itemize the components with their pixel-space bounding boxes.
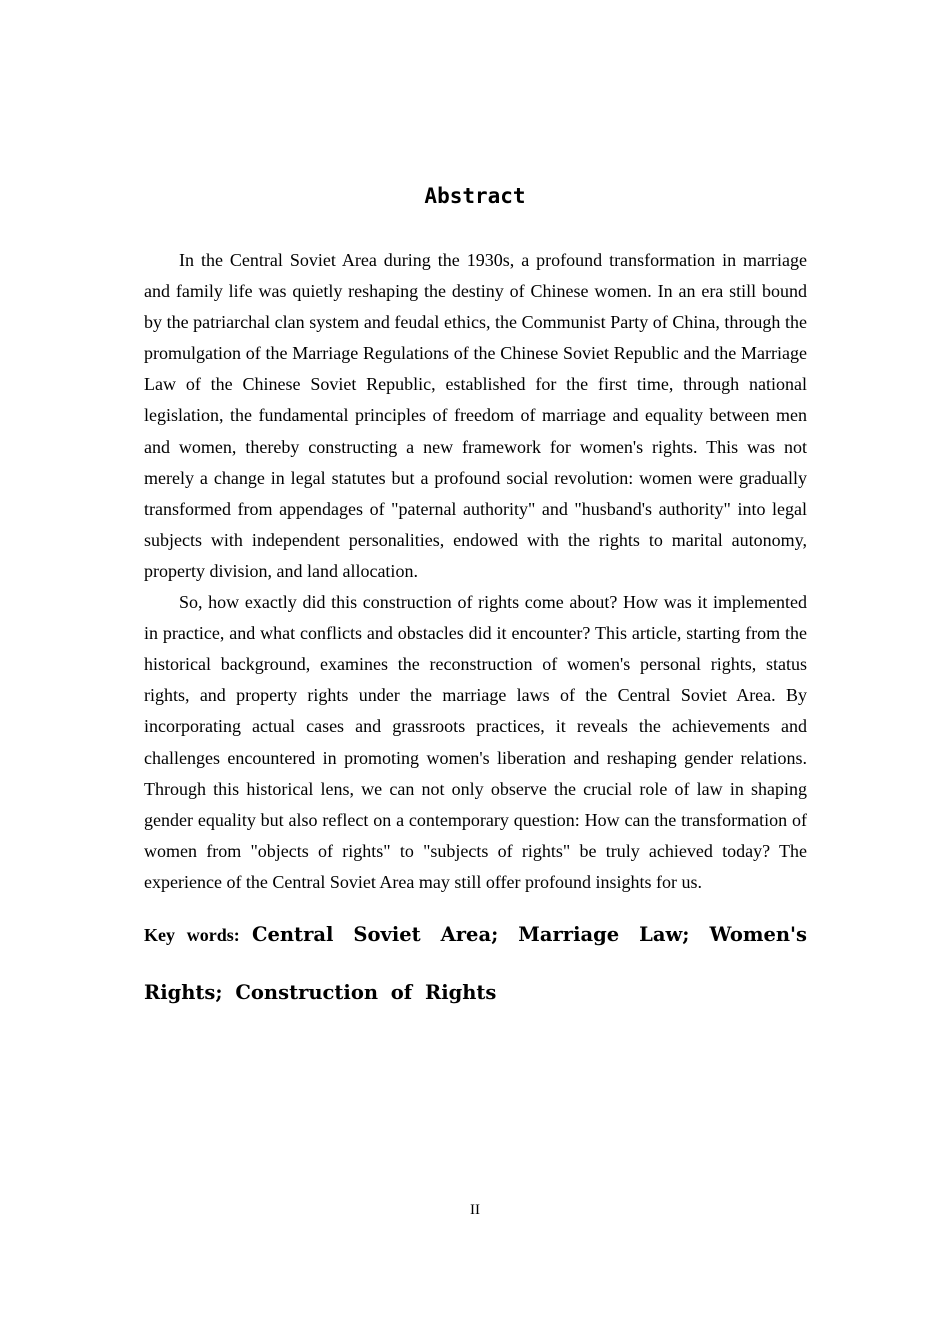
abstract-title: Abstract: [424, 184, 526, 208]
keywords-line: [144, 906, 807, 1022]
abstract-body: [144, 245, 807, 1022]
keywords-terms: Central Soviet Area; Marriage Law; Women's Rights; Construction of Rights: [144, 922, 807, 1004]
abstract-paragraph-2: So, how exactly did this construction of rights come about? How was it implemented in practice, and what conflicts and obstacles did it encounter? This article, starting from the historical background, examines the reconstruction of women's personal rights, status rights, and property rights under the marriage laws of the Central Soviet Area. By incorporating actual cases and grassroots practices, it reveals the achievements and challenges encountered in promoting women's liberation and reshaping gender relations. Through this historical lens, we can not only observe the crucial role of law in shaping gender equality but also reflect on a contemporary question: How can the transformation of women from "objects of rights" to "subjects of rights" be truly achieved today? The experience of the Central Soviet Area may still offer profound insights for us.: [144, 592, 807, 892]
keywords-label: Key words:: [144, 924, 240, 945]
abstract-paragraph-1: In the Central Soviet Area during the 1930s, a profound transformation in marriage and family life was quietly reshaping the destiny of Chinese women. In an era still bound by the patriarchal clan system and feudal ethics, the Communist Party of China, through the promulgation of the Marriage Regulations of the Chinese Soviet Republic and the Marriage Law of the Chinese Soviet Republic, established for the first time, through national legislation, the fundamental principles of freedom of marriage and equality between men and women, thereby constructing a new framework for women's rights. This was not merely a change in legal statutes but a profound social revolution: women were gradually transformed from appendages of "paternal authority" and "husband's authority" into legal subjects with independent personalities, endowed with the rights to marital autonomy, property division, and land allocation.: [144, 250, 807, 581]
page-number: II: [470, 1202, 480, 1218]
